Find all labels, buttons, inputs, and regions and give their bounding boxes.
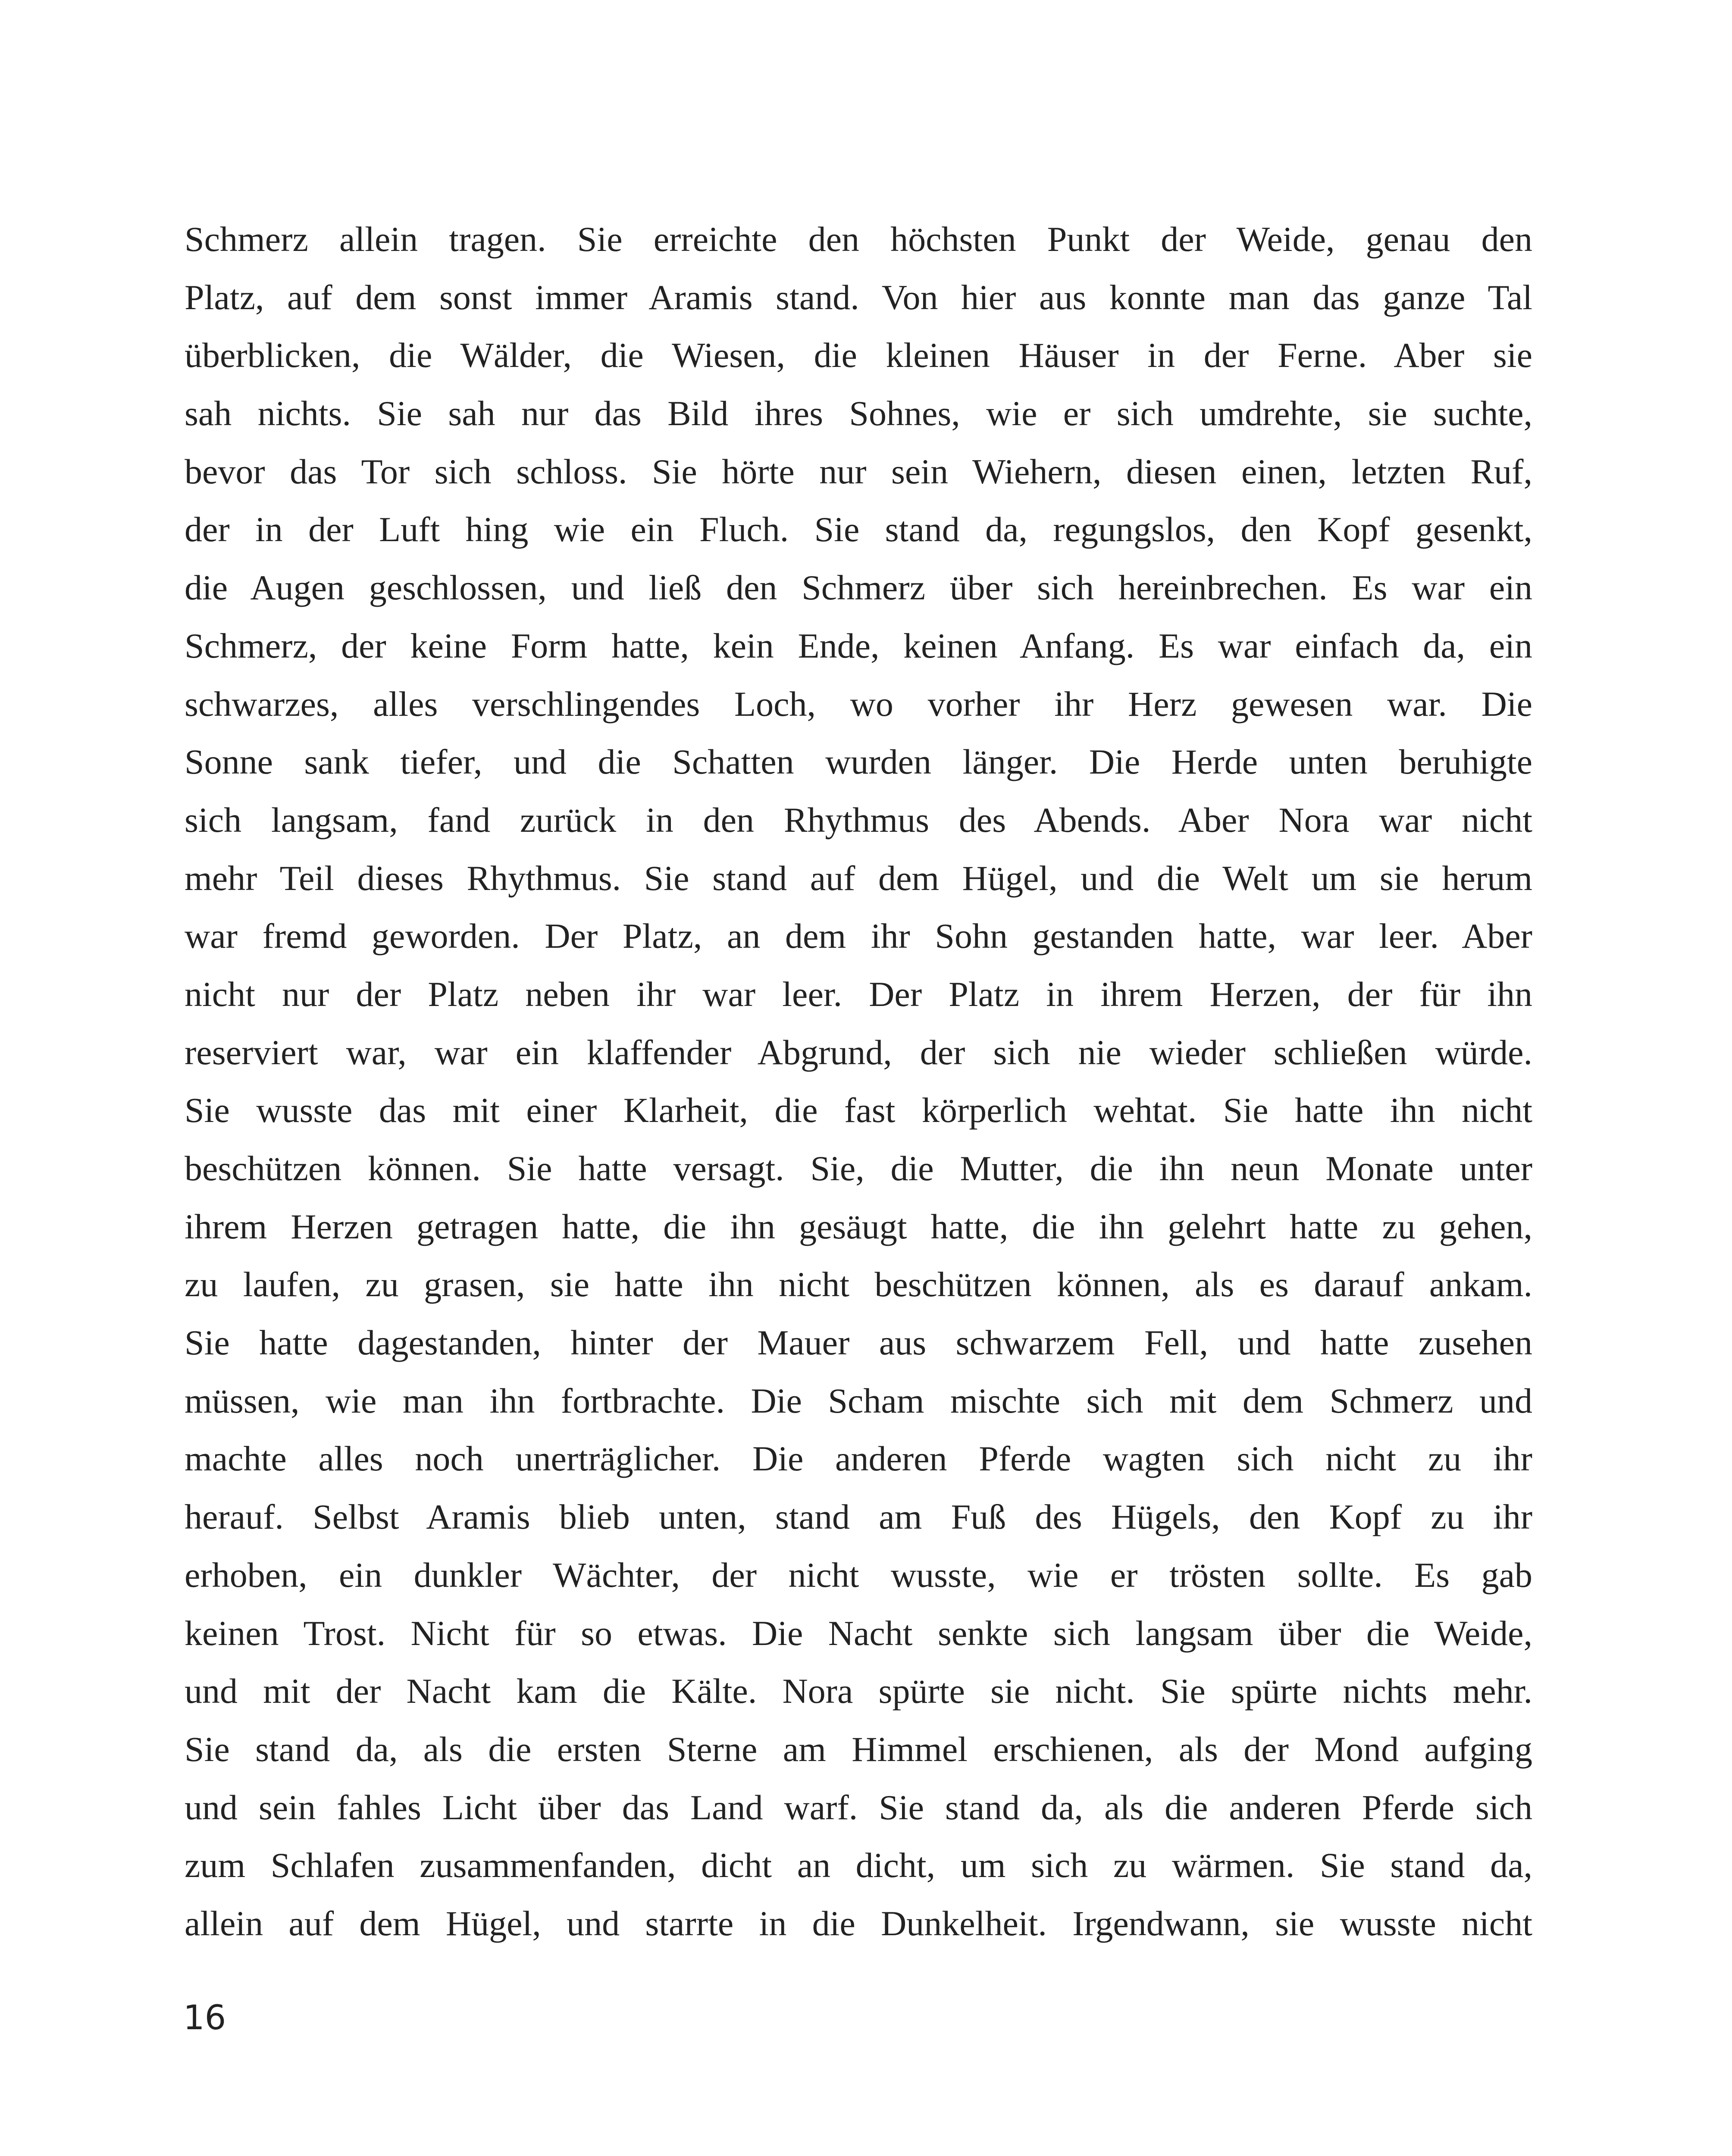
body-text bbox=[185, 210, 1532, 1953]
text-line: keinen Trost. Nicht für so etwas. Die Nacht senkte sich langsam über die Weide, bbox=[185, 1613, 1532, 1653]
text-line: war fremd geworden. Der Platz, an dem ihr Sohn gestanden hatte, war leer. Aber bbox=[185, 916, 1532, 956]
text-line: sich langsam, fand zurück in den Rhythmus des Abends. Aber Nora war nicht bbox=[185, 800, 1532, 840]
text-line: sah nichts. Sie sah nur das Bild ihres Sohnes, wie er sich umdrehte, sie suchte, bbox=[185, 394, 1532, 433]
text-line: zu laufen, zu grasen, sie hatte ihn nicht beschützen können, als es darauf ankam. bbox=[185, 1265, 1532, 1304]
text-line: Sie hatte dagestanden, hinter der Mauer aus schwarzem Fell, und hatte zusehen bbox=[185, 1323, 1532, 1363]
text-line: nicht nur der Platz neben ihr war leer. Der Platz in ihrem Herzen, der für ihn bbox=[185, 974, 1532, 1014]
text-line: mehr Teil dieses Rhythmus. Sie stand auf dem Hügel, und die Welt um sie herum bbox=[185, 858, 1532, 898]
text-line: schwarzes, alles verschlingendes Loch, wo vorher ihr Herz gewesen war. Die bbox=[185, 684, 1532, 724]
text-line: müssen, wie man ihn fortbrachte. Die Scham mischte sich mit dem Schmerz und bbox=[185, 1381, 1532, 1420]
text-line: Platz, auf dem sonst immer Aramis stand. Von hier aus konnte man das ganze Tal bbox=[185, 277, 1532, 317]
text-line: zum Schlafen zusammenfanden, dicht an dicht, um sich zu wärmen. Sie stand da, bbox=[185, 1846, 1532, 1885]
text-line: allein auf dem Hügel, und starrte in die Dunkelheit. Irgendwann, sie wusste nicht bbox=[185, 1903, 1532, 1943]
text-line: machte alles noch unerträglicher. Die anderen Pferde wagten sich nicht zu ihr bbox=[185, 1439, 1532, 1479]
text-line: ihrem Herzen getragen hatte, die ihn gesäugt hatte, die ihn gelehrt hatte zu gehen, bbox=[185, 1206, 1532, 1246]
text-line: und mit der Nacht kam die Kälte. Nora spürte sie nicht. Sie spürte nichts mehr. bbox=[185, 1671, 1532, 1711]
text-line: bevor das Tor sich schloss. Sie hörte nur sein Wiehern, diesen einen, letzten Ruf, bbox=[185, 451, 1532, 491]
text-line: Sonne sank tiefer, und die Schatten wurden länger. Die Herde unten beruhigte bbox=[185, 742, 1532, 782]
text-line: reserviert war, war ein klaffender Abgrund, der sich nie wieder schließen würde. bbox=[185, 1032, 1532, 1072]
text-line: Sie wusste das mit einer Klarheit, die fast körperlich wehtat. Sie hatte ihn nicht bbox=[185, 1091, 1532, 1130]
text-line: Sie stand da, als die ersten Sterne am Himmel erschienen, als der Mond aufging bbox=[185, 1729, 1532, 1769]
text-line: die Augen geschlossen, und ließ den Schmerz über sich hereinbrechen. Es war ein bbox=[185, 568, 1532, 608]
text-line: der in der Luft hing wie ein Fluch. Sie stand da, regungslos, den Kopf gesenkt, bbox=[185, 510, 1532, 549]
text-line: erhoben, ein dunkler Wächter, der nicht wusste, wie er trösten sollte. Es gab bbox=[185, 1555, 1532, 1595]
text-line: überblicken, die Wälder, die Wiesen, die kleinen Häuser in der Ferne. Aber sie bbox=[185, 335, 1532, 375]
text-line: Schmerz, der keine Form hatte, kein Ende, keinen Anfang. Es war einfach da, ein bbox=[185, 626, 1532, 665]
text-line: herauf. Selbst Aramis blieb unten, stand am Fuß des Hügels, den Kopf zu ihr bbox=[185, 1497, 1532, 1537]
text-line: Schmerz allein tragen. Sie erreichte den höchsten Punkt der Weide, genau den bbox=[185, 219, 1532, 259]
page-number: 16 bbox=[183, 1999, 226, 2037]
text-line: beschützen können. Sie hatte versagt. Sie, die Mutter, die ihn neun Monate unter bbox=[185, 1149, 1532, 1188]
text-line: und sein fahles Licht über das Land warf. Sie stand da, als die anderen Pferde sich bbox=[185, 1787, 1532, 1827]
